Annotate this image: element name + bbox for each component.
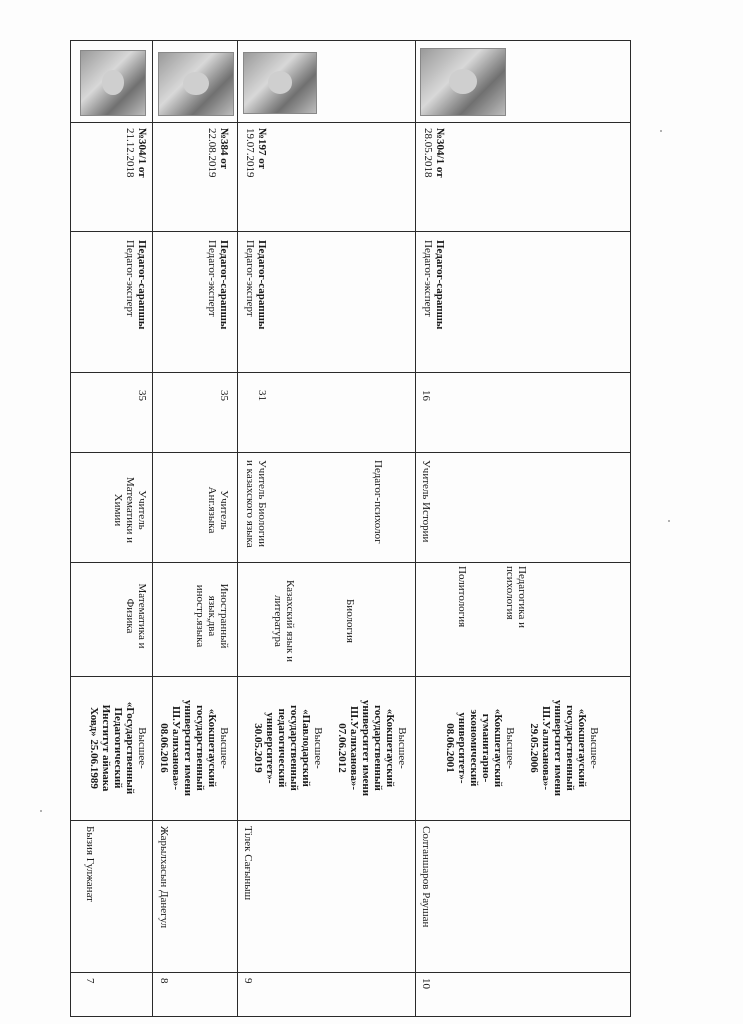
- order-number: №304/1 от 21.12.2018: [124, 128, 148, 178]
- education: Высшее- «Кокшетауский государственный университет имени Ш.Уалиханова»- 29.05.2006 Высшее- «Кокшетауский гуманитарно- экономический университет»- 08.06.2001: [444, 699, 600, 797]
- teacher-name: Солтаншаров Раушан: [420, 826, 432, 928]
- table-line: [237, 40, 238, 1017]
- table-line: [70, 820, 630, 821]
- row-number: 10: [420, 978, 432, 989]
- table-line: [70, 231, 630, 232]
- specialty: Математика и Физика: [124, 583, 148, 649]
- specialty: Педагогика и психология Политология: [456, 566, 528, 628]
- table-line: [70, 372, 630, 373]
- scan-speck: [668, 520, 670, 522]
- category: Педагог-сарапшы Педагог-эксперт: [422, 240, 446, 330]
- position: Учитель Анг.языка: [206, 486, 230, 534]
- scan-speck: [40, 810, 42, 812]
- table-border-left: [70, 40, 71, 1017]
- table-line: [70, 676, 630, 677]
- order-number: №384 от 22.08.2019: [206, 128, 230, 178]
- table-border-right: [630, 40, 631, 1017]
- teacher-name: Тілек Сағыныш: [242, 826, 254, 901]
- row-number: 8: [158, 978, 170, 984]
- position: Учитель Математики и Химии: [112, 476, 148, 544]
- table-line: [152, 40, 153, 1017]
- specialty: Иностранный язык,два иностр.языка: [194, 583, 230, 649]
- position: Учитель Биологии и казахского языка: [244, 460, 268, 548]
- order-number: №197 от 19.07.2019: [244, 128, 268, 178]
- table-line: [70, 562, 630, 563]
- experience: 31: [256, 390, 268, 401]
- table-line: [70, 972, 630, 973]
- teacher-photo: [420, 48, 506, 116]
- table-border-top: [70, 40, 630, 41]
- education: Высшее- «Кокшетауский государственный университет имени Ш.Уалиханова»- 08.06.2016: [158, 699, 230, 797]
- order-number: №304/1 от 28.05.2018: [422, 128, 446, 178]
- experience: 35: [218, 390, 230, 401]
- row-number: 9: [242, 978, 254, 984]
- table-line: [70, 452, 630, 453]
- category: Педагог-сарапшы Педагог-эксперт: [124, 240, 148, 330]
- category: Педагог-сарапшы Педагог-эксперт: [244, 240, 268, 330]
- category: Педагог-сарапшы Педагог-эксперт: [206, 240, 230, 330]
- teacher-name: Бызия Гулжанат: [84, 826, 96, 902]
- education: Высшее- «Кокшетауский государственный университет имени Ш.Уалиханова»- 07.06.2012 Высшее- «Павлодарский государственный педагогический университет»- 30.05.2019: [252, 699, 408, 797]
- experience: 16: [420, 390, 432, 401]
- teacher-name: Жарылхасын Данегул: [158, 826, 170, 929]
- teacher-photo: [158, 52, 234, 116]
- table-border-bottom: [70, 1016, 630, 1017]
- education: Высшее- «Государственный Педагогический Институт аймака Ховд» 25.06.1989: [88, 701, 148, 795]
- row-number: 7: [84, 978, 96, 984]
- teacher-photo: [80, 50, 146, 116]
- teacher-photo: [243, 52, 317, 114]
- position: Учитель Истории Педагог-психолог: [372, 460, 432, 544]
- scan-speck: [660, 130, 662, 132]
- specialty: Биология Казахский язык и литература: [272, 579, 356, 662]
- experience: 35: [136, 390, 148, 401]
- table-line: [70, 122, 630, 123]
